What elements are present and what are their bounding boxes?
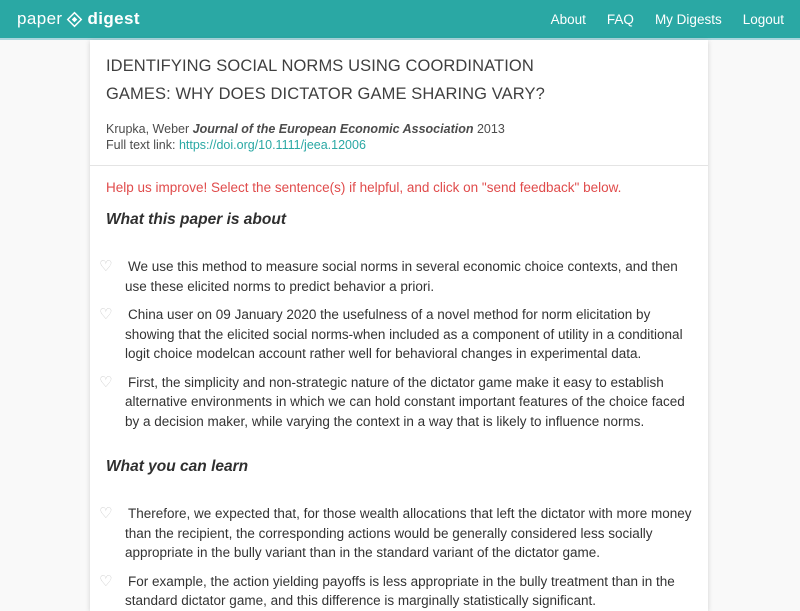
logo-text-paper: paper [17,9,63,28]
paper-digest-card [90,40,708,611]
nav-my-digests[interactable]: My Digests [654,11,722,27]
doi-link[interactable]: https://doi.org/10.1111/jeea.12006 [178,138,366,152]
full-text-label: Full text link: [106,138,176,152]
sentence-item[interactable] [99,572,692,611]
full-text-row [106,137,692,153]
top-navigation-bar [0,0,800,40]
feedback-notice: Help us improve! Select the sentence(s) if helpful, and click on "send feedback" below. [106,180,622,195]
nav-faq[interactable]: FAQ [606,11,634,27]
paper-title: IDENTIFYING SOCIAL NORMS USING COORDINATION GAMES: WHY DOES DICTATOR GAME SHARING VARY? [106,57,545,103]
sentence-item[interactable] [99,305,692,364]
paper-journal: Journal of the European Economic Association [192,122,474,136]
sentence-text[interactable]: For example, the action yielding payoffs is less appropriate in the bully treatment than in the standard dictator game, and this difference is marginally statistically significant. [125,573,675,608]
paper-citation [106,121,692,137]
digest-content [90,166,708,611]
paper-year: 2013 [476,122,505,136]
nav-about[interactable]: About [550,11,586,27]
heart-outline-icon[interactable]: ♡ [99,372,113,391]
logo-text-digest: digest [87,9,140,28]
heart-outline-icon[interactable]: ♡ [99,305,113,323]
nav-logout[interactable]: Logout [742,11,784,27]
section-heading-about: What this paper is about [106,211,286,228]
sentence-item[interactable] [99,504,692,563]
heart-outline-icon[interactable]: ♡ [99,504,113,522]
sentence-list-about [99,257,692,431]
sentence-text[interactable]: We use this method to measure social norms in several economic choice contexts, and then use these elicited norms to predict behavior a priori. [125,259,678,294]
heart-outline-icon[interactable]: ♡ [99,571,113,590]
paper-authors: Krupka, Weber [106,122,190,136]
diamond-logo-icon [66,11,83,28]
sentence-item[interactable] [99,373,692,432]
paper-header-section [90,40,708,153]
paper-digest-logo[interactable] [17,9,140,29]
sentence-item[interactable] [99,257,692,296]
sentence-list-learn [99,504,692,611]
sentence-text[interactable]: Therefore, we expected that, for those wealth allocations that left the dictator with more money than the recipient, the corresponding actions would be generally considered less socially appropriate in the bully variant than in the standard variant of the dictator game. [125,506,692,560]
sentence-text[interactable]: China user on 09 January 2020 the usefulness of a novel method for norm elicitation by showing that the elicited social norms-when included as a component of utility in a conditional logit choice modelcan account rather well for behavioral changes in experimental data. [125,307,683,361]
heart-outline-icon[interactable]: ♡ [99,257,113,275]
header-nav [551,12,784,27]
section-heading-learn: What you can learn [106,458,249,475]
sentence-text[interactable]: First, the simplicity and non-strategic nature of the dictator game make it easy to establish alternative environments in which we can hold constant important features of the choice faced by a decision maker, while varying the context in a way that is likely to influence norms. [125,374,685,429]
